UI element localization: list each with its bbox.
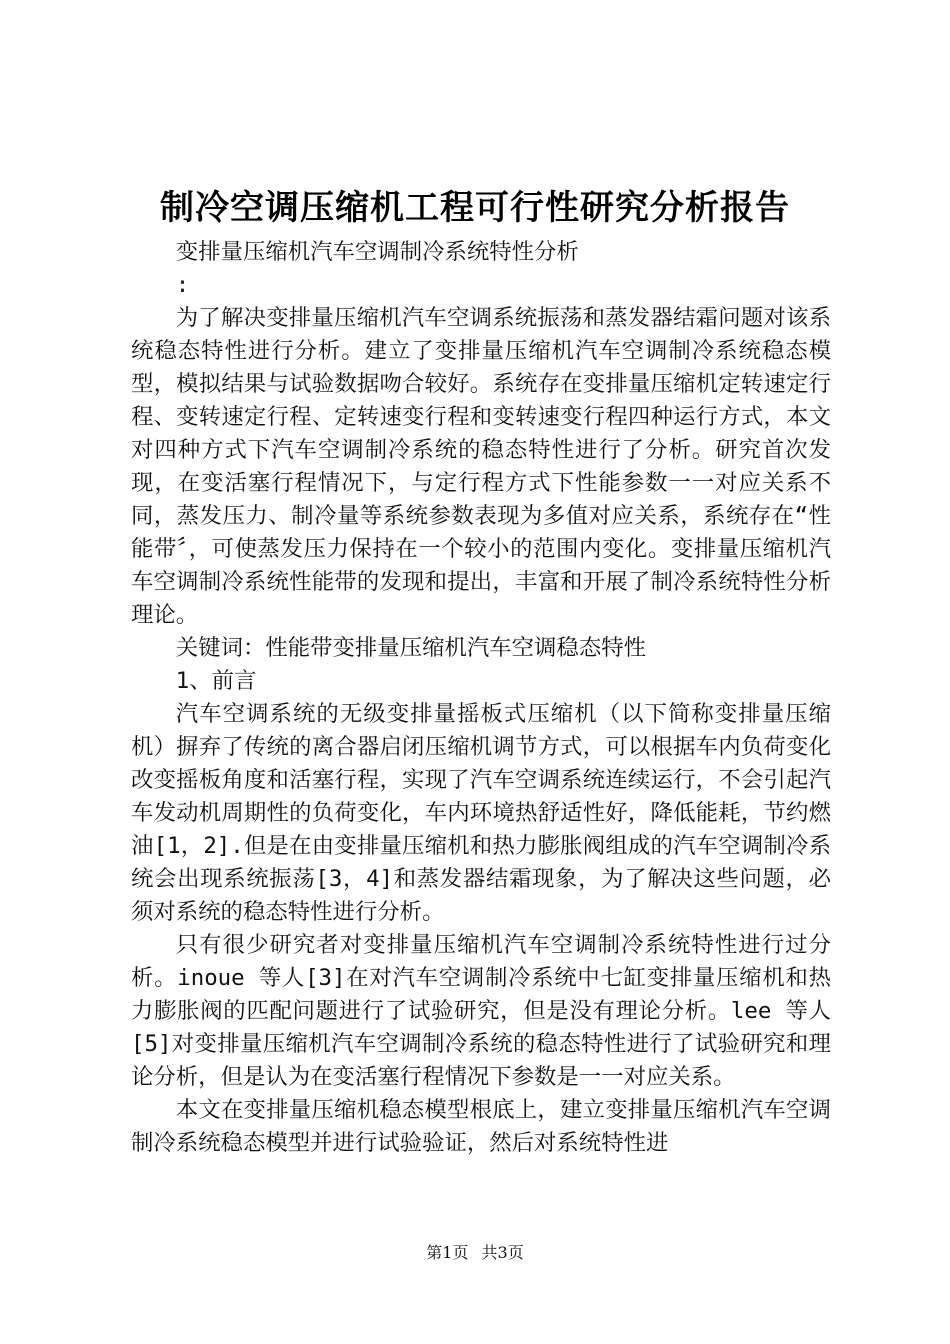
intro-paragraph-1: 汽车空调系统的无级变排量摇板式压缩机（以下简称变排量压缩机）摒弃了传统的离合器启闭压缩机调节方式，可以根据车内负荷变化改变摇板角度和活塞行程，实现了汽车空调系统连续运行，不会引起汽车发动机周期性的负荷变化，车内环境热舒适性好，降低能耗，节约燃油[1，2].但是在由变排量压缩机和热力膨胀阀组成的汽车空调制冷系统会出现系统振荡[3，4]和蒸发器结霜现象，为了解决这些问题，必须对系统的稳态特性进行分析。 [131, 701, 831, 925]
intro-paragraph-3: 本文在变排量压缩机稳态模型根底上，建立变排量压缩机汽车空调制冷系统稳态模型并进行试验验证，然后对系统特性进 [131, 1097, 831, 1156]
subtitle-line: 变排量压缩机汽车空调制冷系统特性分析 [175, 239, 579, 265]
intro-paragraph-2: 只有很少研究者对变排量压缩机汽车空调制冷系统特性进行过分析。inoue 等人[3]在对汽车空调制冷系统中七缸变排量压缩机和热力膨胀阀的匹配问题进行了试验研究，但是没有理论分析。lee 等人[5]对变排量压缩机汽车空调制冷系统的稳态特性进行了试验研究和理论分析，但是认为在变活塞行程情况下参数是一一对应关系。 [131, 932, 831, 1090]
page-number: 第1页 [426, 1243, 469, 1262]
document-title: 制冷空调压缩机工程可行性研究分析报告 [160, 188, 790, 228]
colon-line: : [175, 272, 190, 298]
page-footer [0, 1242, 950, 1264]
page-total: 共3页 [481, 1243, 524, 1262]
section-heading: 1、前言 [175, 668, 257, 694]
abstract-paragraph: 为了解决变排量压缩机汽车空调系统振荡和蒸发器结霜问题对该系统稳态特性进行分析。建立了变排量压缩机汽车空调制冷系统稳态模型，模拟结果与试验数据吻合较好。系统存在变排量压缩机定转速定行程、变转速定行程、定转速变行程和变转速变行程四种运行方式，本文对四种方式下汽车空调制冷系统的稳态特性进行了分析。研究首次发现，在变活塞行程情况下，与定行程方式下性能参数一一对应关系不同，蒸发压力、制冷量等系统参数表现为多值对应关系，系统存在“性能带〞，可使蒸发压力保持在一个较小的范围内变化。变排量压缩机汽车空调制冷系统性能带的发现和提出，丰富和开展了制冷系统特性分析理论。 [131, 305, 831, 628]
document-body [131, 236, 831, 1160]
keywords-line: 关键词：性能带变排量压缩机汽车空调稳态特性 [175, 635, 646, 661]
